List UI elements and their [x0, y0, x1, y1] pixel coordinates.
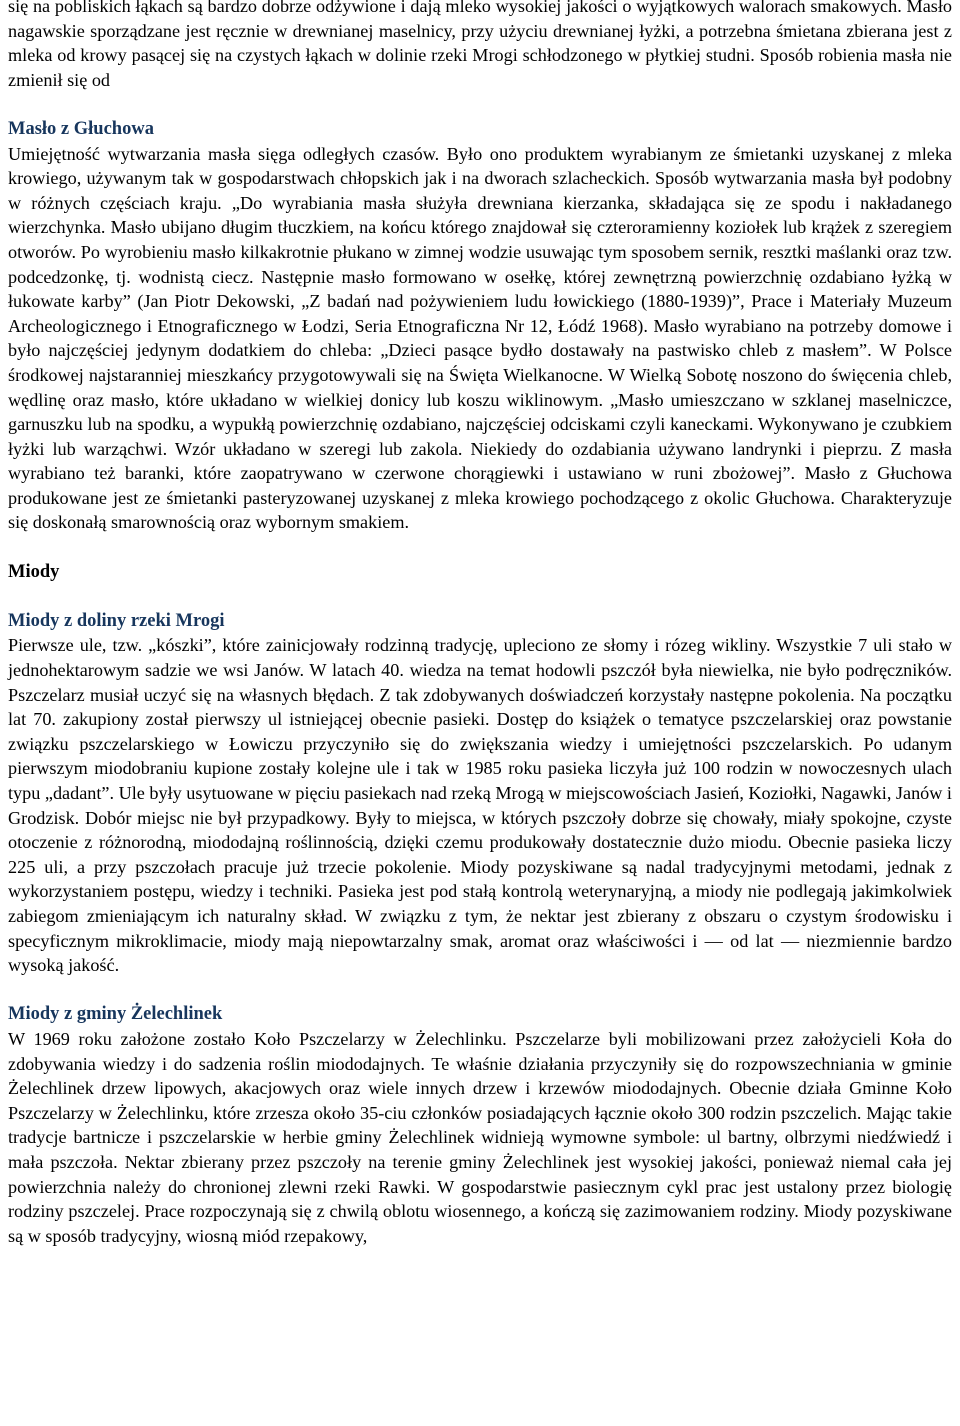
section-text-miody-mrogi: Pierwsze ule, tzw. „kószki”, które zainicjowały rodzinną tradycję, upleciono ze słomy i rózeg wikliny. Wszystkie 7 uli stało w jednohektarowym sadzie we wsi Janów. W latach 40. wiedza na temat hodowli pszczół była niewielka, nie było podręczników. Pszczelarz musiał uczyć się na własnych błędach. Z tak zdobywanych doświadczeń korzystały następne pokolenia. Na początku lat 70. zakupiony został pierwszy ul istniejącej obecnie pasieki. Dostęp do książek o tematyce pszczelarskiej oraz powstanie związku pszczelarskiego w Łowiczu przyczyniło się do zwiększania wiedzy i umiejętności pszczelarskich. Po udanym pierwszym miodobraniu kupione zostały kolejne ule i tak w 1985 roku pasieka liczyła już 100 rodzin w nowoczesnych ulach typu „dadant”. Ule były usytuowane w pięciu pasiekach nad rzeką Mrogą w miejscowościach Jasień, Koziołki, Nagawki, Janów i Grodzisk. Dobór miejsc nie był przypadkowy. Były to miejsca, w których pszczoły dobrze się chowały, miały spokojne, czyste otoczenie z różnorodną, miododajną roślinnością, dzięki czemu produkowały dostatecznie dużo miodu. Obecnie pasieka liczy 225 uli, a przy pszczołach pracuje już trzecie pokolenie. Miody pozyskiwane są nadal tradycyjnymi metodami, jednak z wykorzystaniem postępu, wiedzy i techniki. Pasieka jest pod stałą kontrolą weterynaryjną, a miody nie podlegają jakimkolwiek zabiegom zmieniającym ich naturalny skład. W związku z tym, że nektar jest zbierany z obszaru o czystym środowisku i specyficznym mikroklimacie, miody mają niepowtarzalny smak, aromat oraz właściwości i — od lat — niezmiennie bardzo wysoką jakość.: [8, 635, 952, 976]
spacer: [8, 92, 952, 117]
spacer: [8, 978, 952, 1003]
spacer: [8, 535, 952, 560]
section-heading-maslo-gluchowa: Masło z Głuchowa: [8, 118, 154, 139]
section-heading-miody: Miody: [8, 561, 60, 582]
intro-paragraph: się na pobliskich łąkach są bardzo dobrze odżywione i dają mleko wysokiej jakości o wyjątkowych walorach smakowych. Masło nagawskie sporządzane jest ręcznie w drewnianej maselnicy, przy użyciu drewnianej łyżki, a potrzebna śmietana zbierana jest z mleka od krowy pasącej się na czystych łąkach w dolinie rzeki Mrogi schłodzonego w płytkiej studni. Sposób robienia masła nie zmienił się od: [8, 0, 952, 90]
spacer: [8, 584, 952, 609]
document-page: [8, 0, 952, 1248]
section-text-miody-zelechlinek: W 1969 roku założone zostało Koło Pszczelarzy w Żelechlinku. Pszczelarze byli mobilizowani przez założycieli Koła do zdobywania wiedzy i do sadzenia roślin miododajnych. Te właśnie działania przyczyniły się do rozpowszechniania w gminie Żelechlinek drzew lipowych, akacjowych oraz wiele innych drzew i krzewów miododajnych. Obecnie działa Gminne Koło Pszczelarzy w Żelechlinku, które zrzesza około 35-ciu członków posiadających łącznie około 300 rodzin pszczelich. Mając takie tradycje bartnicze i pszczelarskie w herbie gminy Żelechlinek widnieją wymowne symbole: ul bartny, olbrzymi niedźwiedź i mała pszczoła. Nektar zbierany przez pszczoły na terenie gminy Żelechlinek jest wysokiej jakości, ponieważ niemal cała jej powierzchnia należy do chronionej zlewni rzeki Rawki. W gospodarstwie pasiecznym cykl prac jest ustalony przez biologię rodziny pszczelej. Prace rozpoczynają się z chwilą oblotu wiosennego, a kończą się zazimowaniem rodziny. Miody pozyskiwane są w sposób tradycyjny, wiosną miód rzepakowy,: [8, 1028, 952, 1246]
section-heading-miody-mrogi: Miody z doliny rzeki Mrogi: [8, 610, 225, 631]
section-heading-miody-zelechlinek: Miody z gminy Żelechlinek: [8, 1004, 223, 1025]
section-text-maslo-gluchowa: Umiejętność wytwarzania masła sięga odległych czasów. Było ono produktem wyrabianym ze śmietanki uzyskanej z mleka krowiego, używanym tak w gospodarstwach chłopskich jak i na dworach szlacheckich. Sposób wytwarzania masła był podobny w różnych częściach kraju. „Do wyrabiania masła służyła drewniana kierzanka, składająca się ze spodu i nakładanego wierzchynka. Masło ubijano długim tłuczkiem, na końcu którego znajdował się czteroramienny koziołek lub krążek z szeregiem otworów. Po wyrobieniu masło kilkakrotnie płukano w zimnej wodzie usuwając tym sposobem sernik, resztki maślanki oraz tzw. podcedzonkę, tj. wodnistą ciecz. Następnie masło formowano w osełkę, której zewnętrzną powierzchnię ozdabiano łyżką w łukowate karby” (Jan Piotr Dekowski, „Z badań nad pożywieniem ludu łowickiego (1880-1939)”, Prace i Materiały Muzeum Archeologicznego i Etnograficznego w Łodzi, Seria Etnograficzna Nr 12, Łódź 1968). Masło wyrabiano na potrzeby domowe i było najczęściej jedynym dodatkiem do chleba: „Dzieci pasące bydło dostawały na pastwisko chleb z masłem”. W Polsce środkowej najstaranniej mieszkańcy przygotowywali się na Święta Wielkanocne. W Wielką Sobotę noszono do święcenia chleb, wędlinę oraz masło, które układano w wielkiej donicy lub koszu wiklinowym. „Masło umieszczano w szklanej maselniczce, garnuszku lub na spodku, a wypukłą powierzchnię ozdabiano, najczęściej odciskami czyli kaneckami. Wykonywano je czubkiem łyżki lub warząchwi. Wzór układano w szeregi lub zakola. Niekiedy do ozdabiania używano landrynki i pieprzu. Z masła wyrabiano też baranki, które zaopatrywano w czerwone chorągiewki i ustawiano w runi zbożowej”. Masło z Głuchowa produkowane jest ze śmietanki pasteryzowanej uzyskanej z mleka krowiego pochodzącego z okolic Głuchowa. Charakteryzuje się doskonałą smarownością oraz wybornym smakiem.: [8, 143, 952, 533]
